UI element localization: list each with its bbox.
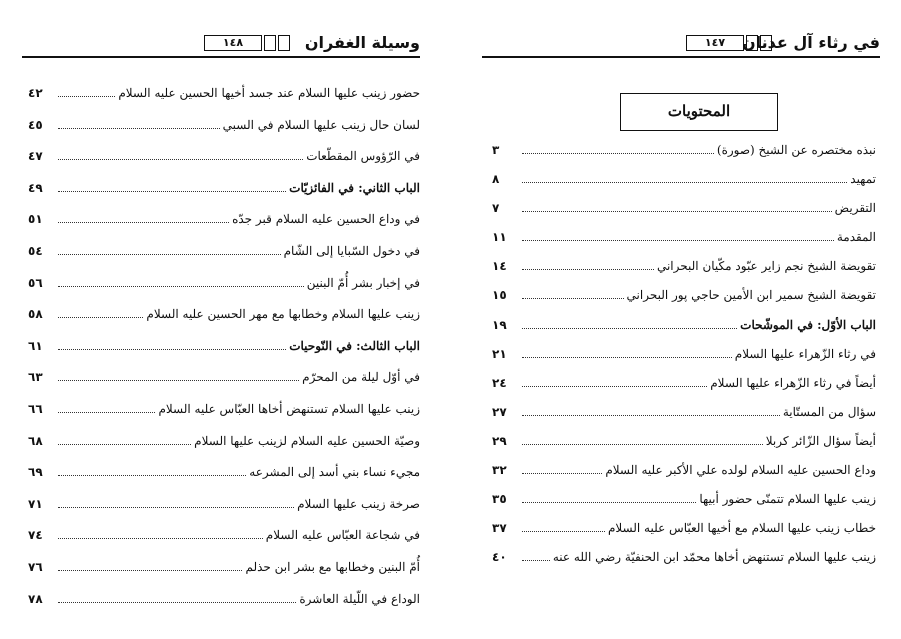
toc-entry-page: ٣ [492, 143, 500, 157]
dot-leader [522, 560, 550, 561]
toc-entry-page: ٣٢ [492, 463, 507, 478]
toc-entry-title: لسان حال زينب عليها السلام في السبي [222, 117, 420, 132]
toc-entry-page: ٤٠ [492, 550, 507, 565]
dot-leader [58, 128, 220, 129]
header-rule [482, 56, 880, 58]
toc-entry-title: خطاب زينب عليها السلام مع أخيها العبّاس عليه السلام [607, 521, 876, 536]
toc-entry [28, 276, 420, 308]
running-title: في رثاء آل عدنان [742, 33, 880, 52]
dot-leader [58, 538, 263, 539]
toc-entry-page: ٣٧ [492, 521, 507, 536]
toc-entry [492, 492, 876, 521]
toc-entry [492, 550, 876, 579]
toc-entry [492, 521, 876, 550]
dot-leader [58, 475, 246, 476]
dot-leader [522, 444, 763, 445]
dot-leader [522, 386, 707, 387]
toc-entry-page: ٤٩ [28, 180, 43, 195]
toc-entry [28, 528, 420, 560]
toc-entry [28, 465, 420, 497]
dot-leader [522, 531, 605, 532]
toc-entry-title: تقويضة الشيخ سمير ابن الأمين حاجي پور البحراني [626, 288, 876, 303]
toc-entry-title: مجيء نساء بني أسد إلى المشرعه [249, 465, 420, 480]
toc-entry-title: أيضاً سؤال الزّائر كربلا [765, 433, 876, 448]
toc-entry [28, 244, 420, 276]
toc-entry-page: ٦٩ [28, 465, 43, 480]
toc-entry [492, 143, 876, 172]
toc-entry-page: ١٤ [492, 259, 507, 274]
toc-entry-title: وداع الحسين عليه السلام لولده علي الأكبر عليه السلام [605, 463, 876, 478]
decorative-box [760, 35, 772, 51]
toc-entry-title: زينب عليها السلام تتمنّى حضور أبيها [699, 492, 876, 507]
toc-entry-title: أُمّ البنين وخطابها مع بشر ابن حذلم [245, 559, 420, 574]
toc-entry-title: زينب عليها السلام وخطابها مع مهر الحسين عليه السلام [146, 307, 420, 322]
toc-entry-page: ٣٥ [492, 492, 507, 507]
toc-entry-page: ١١ [492, 230, 507, 245]
dot-leader [522, 357, 732, 358]
toc-entry-page: ٦٦ [28, 401, 43, 416]
dot-leader [522, 473, 602, 474]
toc-entry-page: ٧٤ [28, 528, 43, 543]
toc-entry-title: الوداع في اللّيلة العاشرة [299, 591, 420, 606]
toc-entry-title: صرخة زينب عليها السلام [297, 496, 420, 511]
dot-leader [522, 502, 696, 503]
toc-entry [28, 402, 420, 434]
dot-leader [522, 182, 847, 183]
toc-entry [28, 434, 420, 466]
toc-entry-title: في دخول السّبايا إلى الشّام [283, 243, 420, 258]
toc-entry [28, 212, 420, 244]
dot-leader [58, 191, 286, 192]
decorative-box [264, 35, 276, 51]
toc-entry-page: ٥٦ [28, 275, 43, 290]
toc-entry [492, 230, 876, 259]
right-page [450, 0, 901, 639]
left-page [0, 0, 450, 639]
toc-entry-title: زينب عليها السلام تستنهض أخاها محمّد ابن الحنفيّة رضي الله عنه [552, 550, 876, 565]
dot-leader [58, 317, 143, 318]
toc-entry [492, 259, 876, 288]
toc-entry-page: ٦٣ [28, 370, 43, 385]
toc-entry-title: في أوّل ليلة من المحرّم [302, 370, 420, 385]
dot-leader [522, 298, 624, 299]
toc-entry [28, 86, 420, 118]
toc-entry-page: ٢٧ [492, 404, 507, 419]
dot-leader [522, 153, 714, 154]
toc-entry-page: ٢١ [492, 346, 507, 361]
toc-entry-title: الباب الأوّل: في الموشّحات [740, 317, 876, 332]
toc-entry-title: حضور زينب عليها السلام عند جسد أخيها الحسين عليه السلام [118, 86, 420, 100]
toc-entry-title: في الرّؤوس المقطّعات [306, 149, 420, 164]
toc-entry [492, 347, 876, 376]
dot-leader [58, 349, 286, 350]
toc-entry [492, 201, 876, 230]
toc-entry-title: في شجاعة العبّاس عليه السلام [265, 528, 420, 543]
left-page-header [22, 30, 420, 60]
dot-leader [58, 159, 303, 160]
toc-entry-title: التقريض [834, 201, 876, 216]
toc-entry-title: الباب الثاني: في الفائزيّات [289, 180, 420, 195]
contents-heading: المحتويات [620, 93, 778, 131]
toc-entry-title: في إخبار بشر أُمّ البنين [306, 275, 420, 290]
toc-entry [28, 118, 420, 150]
toc-entry-page: ٧١ [28, 496, 43, 511]
toc-entry-title: وصيّة الحسين عليه السلام لزينب عليها السلام [194, 433, 420, 448]
dot-leader [58, 507, 294, 508]
toc-entry-title: نبذه مختصره عن الشيخ (صورة) [716, 143, 876, 157]
toc-entry-page: ١٩ [492, 317, 507, 332]
dot-leader [58, 412, 155, 413]
toc-entry-page: ٤٧ [28, 149, 43, 164]
dot-leader [58, 444, 191, 445]
dot-leader [522, 211, 832, 212]
toc-entry [28, 497, 420, 529]
toc-entry [492, 405, 876, 434]
toc-entry-page: ٨ [492, 172, 500, 187]
dot-leader [58, 570, 242, 571]
toc-entry-title: الباب الثالث: في النّوحيات [289, 338, 420, 353]
header-rule [22, 56, 420, 58]
toc-entry [28, 560, 420, 592]
toc-entry-page: ٢٩ [492, 433, 507, 448]
toc-entry-title: زينب عليها السلام تستنهض أخاها العبّاس عليه السلام [158, 401, 420, 416]
dot-leader [58, 286, 304, 287]
toc-entry [492, 172, 876, 201]
toc-entry-title: في وداع الحسين عليه السلام قبر جدّه [232, 212, 420, 227]
toc-entry-title: سؤال من المستّاية [782, 404, 876, 419]
toc-entry-title: المقدمة [836, 230, 876, 245]
toc-entry-title: تمهيد [850, 172, 876, 187]
toc-entry [492, 318, 876, 347]
toc-entry [492, 434, 876, 463]
toc-list [28, 86, 420, 623]
page-number: ١٤٧ [686, 35, 744, 51]
toc-entry-page: ٧٦ [28, 559, 43, 574]
toc-entry-page: ١٥ [492, 288, 507, 303]
running-title: وسيلة الغفران [304, 33, 420, 52]
toc-entry [28, 370, 420, 402]
toc-entry [28, 339, 420, 371]
toc-entry [492, 376, 876, 405]
toc-entry-page: ٧٨ [28, 591, 43, 606]
toc-entry-title: تقويضة الشيخ نجم زاير عبّود مكّيان البحراني [656, 259, 876, 274]
page-number-boxes [204, 35, 290, 51]
toc-entry [492, 288, 876, 317]
toc-entry-title: في رثاء الزّهراء عليها السلام [734, 346, 876, 361]
dot-leader [522, 240, 834, 241]
dot-leader [58, 222, 229, 223]
toc-entry [28, 149, 420, 181]
toc-entry-title: أيضاً في رثاء الزّهراء عليها السلام [710, 375, 876, 390]
dot-leader [58, 602, 296, 603]
toc-entry-page: ٢٤ [492, 375, 507, 390]
dot-leader [58, 380, 299, 381]
toc-entry-page: ٤٥ [28, 117, 43, 132]
toc-entry [492, 463, 876, 492]
toc-entry-page: ٥٨ [28, 307, 43, 322]
dot-leader [522, 269, 654, 270]
toc-entry-page: ٧ [492, 201, 500, 216]
page-number-boxes [686, 35, 772, 51]
toc-entry [28, 181, 420, 213]
dot-leader [58, 96, 115, 97]
dot-leader [522, 415, 780, 416]
toc-list [492, 143, 876, 579]
toc-entry [28, 592, 420, 624]
toc-entry-page: ٦٨ [28, 433, 43, 448]
page-number: ١٤٨ [204, 35, 262, 51]
toc-entry-page: ٤٢ [28, 86, 43, 100]
decorative-box [278, 35, 290, 51]
decorative-box [746, 35, 758, 51]
dot-leader [58, 254, 281, 255]
toc-entry-page: ٥٤ [28, 243, 43, 258]
toc-entry-page: ٥١ [28, 212, 43, 227]
right-page-header [482, 30, 880, 60]
toc-entry [28, 307, 420, 339]
toc-entry-page: ٦١ [28, 338, 43, 353]
dot-leader [522, 328, 737, 329]
